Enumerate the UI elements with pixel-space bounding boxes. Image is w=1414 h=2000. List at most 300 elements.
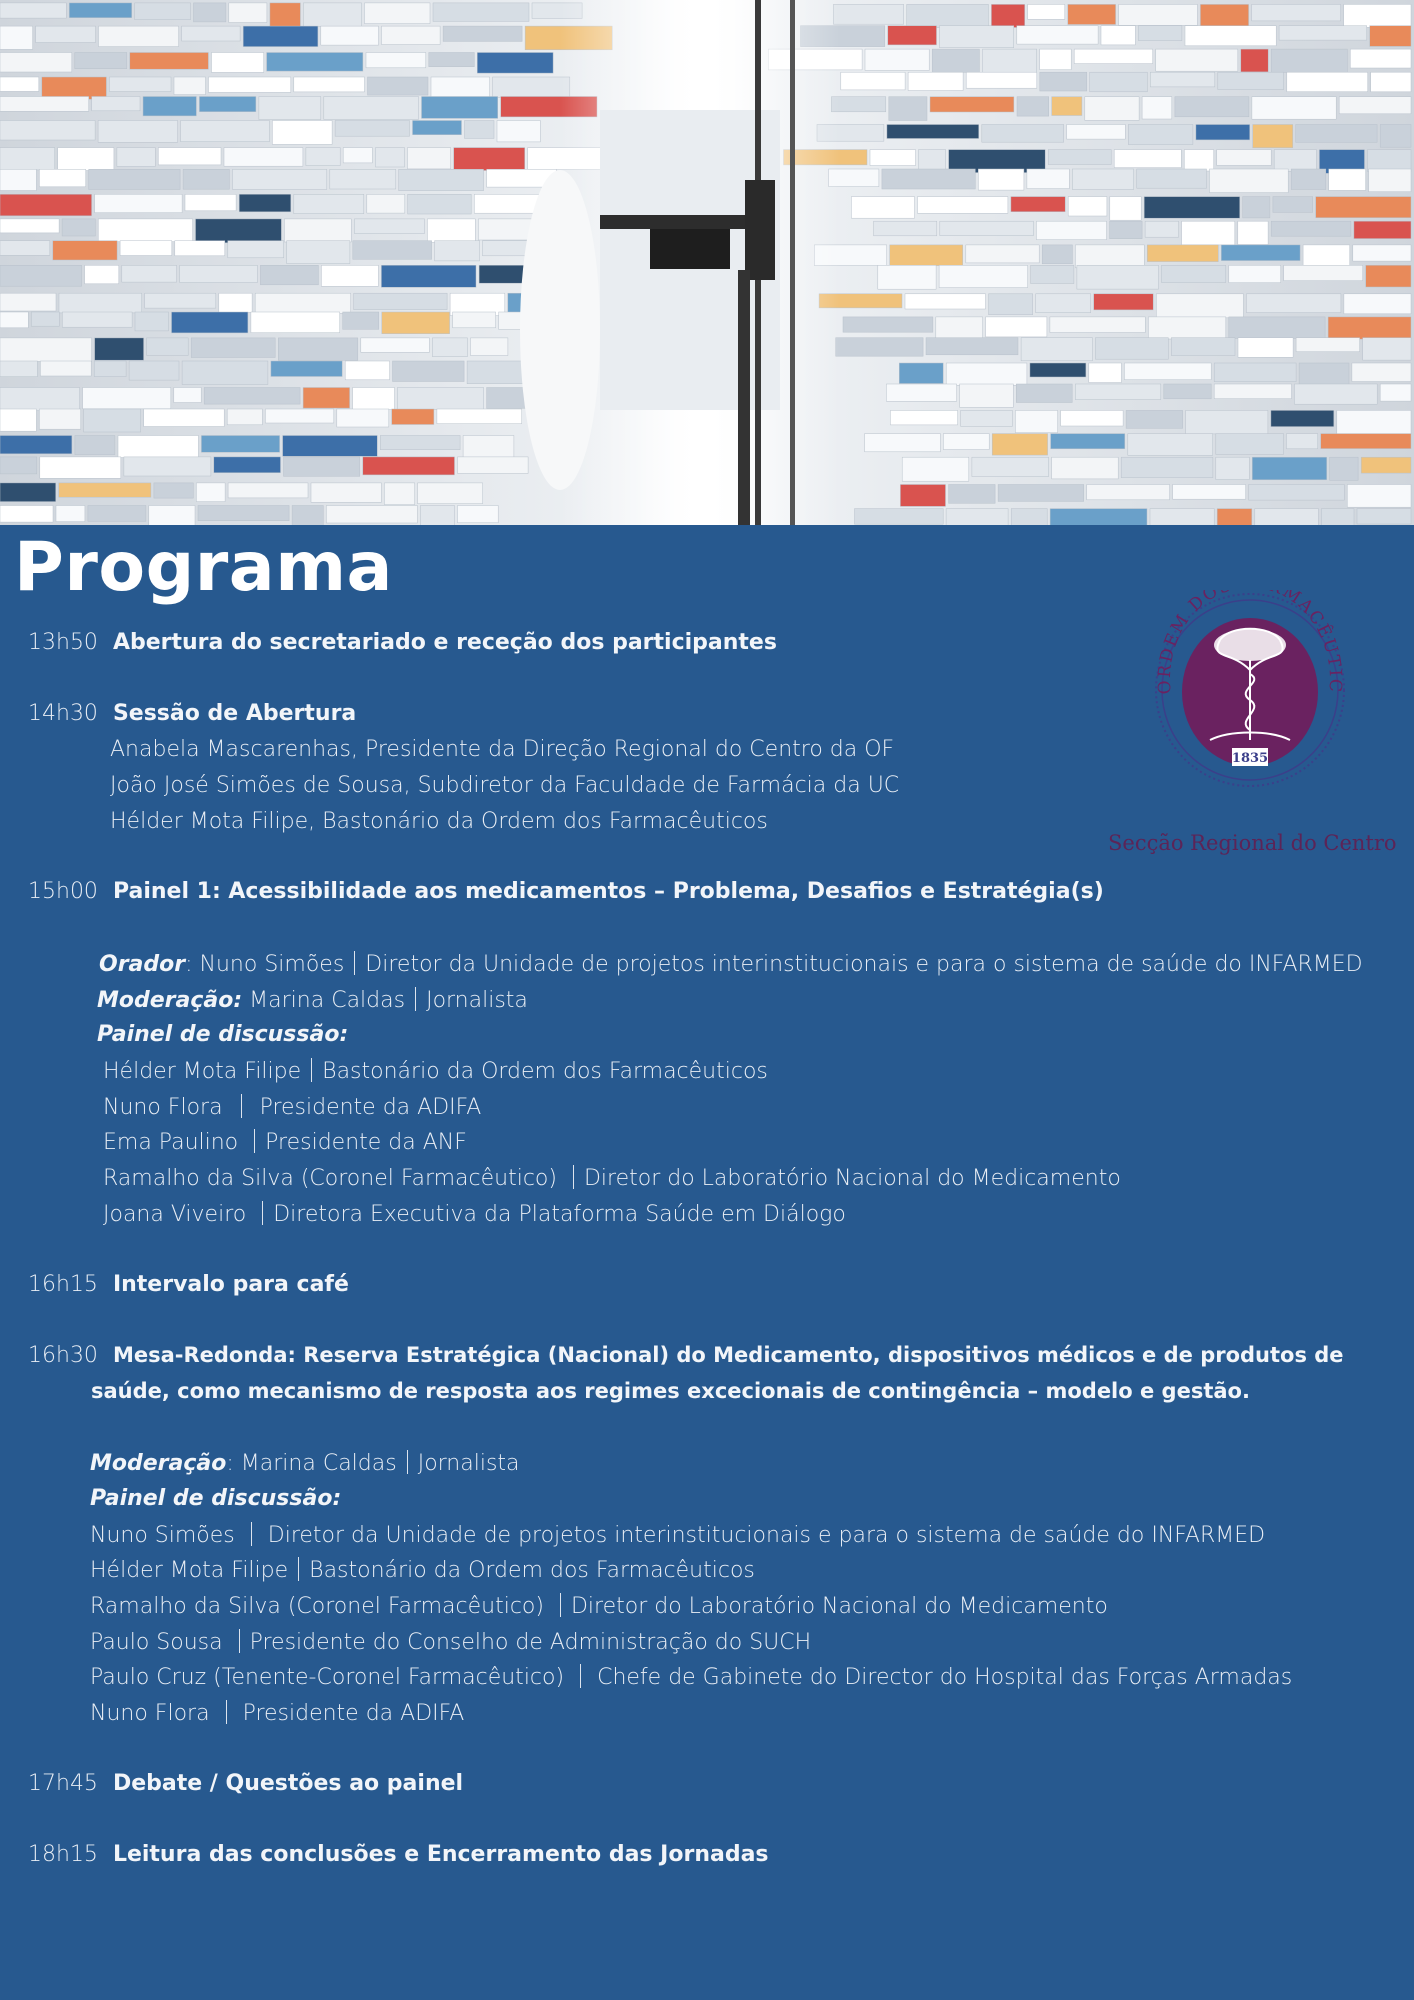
shelf-box: [1094, 294, 1154, 310]
shelf-box: [88, 506, 146, 522]
shelf-box: [836, 338, 923, 357]
shelf-box: [135, 312, 169, 331]
separator: [560, 1593, 561, 1617]
shelf-box: [306, 148, 340, 166]
shelf-box: [1144, 197, 1240, 219]
shelf-box: [1068, 197, 1107, 216]
shelf-box: [321, 26, 379, 45]
shelf-box: [427, 219, 475, 243]
shelf-box: [1164, 384, 1211, 399]
shelf-box: [855, 509, 944, 525]
shelf-box: [946, 363, 1027, 385]
shelf-box: [1216, 434, 1284, 455]
shelf-box: [886, 384, 956, 401]
shelf-box: [255, 293, 351, 313]
shelf-box: [399, 169, 484, 190]
shelf-box: [1287, 434, 1318, 449]
shelf-box: [1246, 294, 1341, 313]
shelf-box: [0, 483, 56, 502]
shelf-box: [437, 409, 522, 424]
session-title: Intervalo para café: [112, 1272, 349, 1297]
moderacao-label: Moderação: [90, 1451, 227, 1476]
shelf-box: [321, 265, 378, 286]
shelf-box: [1274, 150, 1316, 172]
shelf-box: [1371, 72, 1411, 92]
shelf-box: [458, 457, 529, 474]
shelf-box: [889, 97, 927, 121]
shelf-box: [120, 241, 172, 256]
shelf-box: [453, 312, 496, 328]
shelf-box: [1067, 125, 1126, 140]
shelf-box: [1273, 197, 1313, 213]
shelf-box: [908, 72, 963, 90]
session-title: Mesa-Redonda: Reserva Estratégica (Nacional) do Medicamento, dispositivos médicos e de produtos de: [112, 1343, 1344, 1367]
shelf-box: [989, 294, 1033, 315]
shelf-box: [294, 194, 364, 213]
shelf-box: [890, 245, 963, 266]
shelf-box: [1353, 245, 1411, 261]
shelf-box: [1126, 410, 1183, 428]
mesa-member: [90, 1593, 1108, 1619]
shelf-box: [175, 241, 225, 256]
shelf-box: [1077, 265, 1159, 289]
shelf-box: [932, 49, 979, 72]
shelf-box: [471, 338, 508, 356]
shelf-box: [229, 3, 267, 23]
shelf-box: [182, 26, 241, 41]
shelf-box: [0, 148, 55, 170]
shelf-box: [98, 121, 178, 143]
shelf-box: [966, 72, 1037, 88]
shelf-box: [40, 361, 91, 376]
shelf-box: [143, 97, 196, 116]
shelf-box: [978, 169, 1024, 190]
shelf-box: [983, 49, 1037, 73]
person-name: Nuno Flora: [90, 1701, 210, 1726]
shelf-box: [1036, 221, 1106, 240]
shelf-box: [124, 457, 211, 476]
shelf-box: [1051, 434, 1125, 449]
shelf-box: [1271, 49, 1347, 72]
shelf-box: [1363, 338, 1411, 360]
shelf-box: [353, 241, 432, 260]
shelf-box: [899, 363, 943, 384]
shelf-box: [39, 169, 85, 187]
shelf-box: [42, 77, 107, 99]
moderacao-label: Moderação:: [97, 988, 243, 1013]
shelf-box: [841, 72, 905, 90]
shelf-box: [59, 293, 142, 313]
session-time: 17h45: [28, 1771, 98, 1796]
shelf-box: [85, 265, 119, 284]
shelf-box: [1028, 4, 1065, 19]
shelf-box: [1162, 265, 1226, 282]
shelf-box: [1074, 49, 1153, 64]
person-name: Ramalho da Silva (Coronel Farmacêutico): [103, 1166, 557, 1191]
shelf-box: [272, 121, 332, 145]
shelf-box: [1361, 457, 1411, 473]
session-title-cont: saúde, como mecanismo de resposta aos regimes excecionais de contingência – modelo e gestão.: [91, 1379, 1250, 1403]
shelf-box: [1249, 485, 1345, 501]
shelf-box: [843, 317, 933, 332]
shelf-box: [870, 150, 916, 166]
shelf-box: [62, 219, 95, 236]
shelf-box: [294, 77, 365, 92]
shelf-box: [874, 221, 937, 236]
shelf-box: [0, 219, 59, 233]
shelf-box: [147, 338, 189, 356]
shelf-box: [361, 338, 430, 352]
shelf-box: [1252, 4, 1341, 21]
shelf-box: [1229, 317, 1325, 339]
shelf-box: [1015, 410, 1057, 432]
shelf-box: [865, 434, 941, 452]
session-1630: [28, 1343, 1344, 1368]
shelf-box: [418, 483, 483, 504]
shelf-box: [158, 148, 221, 165]
shelf-box: [75, 53, 127, 69]
shelf-box: [1075, 245, 1144, 268]
shelf-box: [214, 457, 281, 473]
shelf-box: [865, 49, 929, 70]
person-name: Ramalho da Silva (Coronel Farmacêutico): [90, 1594, 544, 1619]
mesa-moderacao: Moderação: Marina Caldas Jornalista: [90, 1451, 520, 1476]
shelf-box: [1344, 4, 1411, 27]
separator: [251, 1522, 252, 1546]
shelf-box: [1370, 26, 1411, 47]
shelf-box: [0, 97, 89, 112]
shelf-box: [422, 97, 498, 119]
shelf-box: [199, 97, 256, 112]
panel1-member: [103, 1094, 481, 1120]
shelf-box: [174, 77, 206, 95]
shelf-box: [36, 26, 96, 42]
separator: [226, 1700, 227, 1724]
shelf-box: [1061, 410, 1124, 426]
shelf-box: [95, 338, 144, 360]
shelf-box: [1216, 457, 1250, 479]
shelf-box: [1321, 434, 1411, 449]
shelf-box: [458, 506, 499, 523]
shelf-box: [381, 265, 476, 287]
person-role: Diretor do Laboratório Nacional do Medicamento: [570, 1594, 1108, 1619]
shelf-box: [851, 197, 914, 219]
shelf-box: [109, 77, 171, 92]
shelf-box: [1218, 72, 1284, 89]
shelf-box: [986, 317, 1047, 337]
shelf-box: [69, 3, 131, 18]
shelf-box: [1352, 363, 1411, 382]
shelf-box: [1182, 221, 1235, 245]
logo-caption: Secção Regional do Centro: [1108, 831, 1397, 855]
page-title: Programa: [14, 528, 393, 607]
shelf-box: [1186, 410, 1268, 434]
shelf-box: [454, 148, 525, 171]
shelf-box: [92, 97, 140, 111]
panel1-member: [103, 1201, 846, 1227]
shelf-box: [1196, 125, 1250, 140]
shelf-box: [365, 3, 431, 24]
shelf-box: [0, 26, 33, 49]
shelf-box: [1072, 169, 1133, 189]
person-role: Diretor da Unidade de projetos interinstitucionais e para o sistema de saúde do INFARMED: [365, 952, 1363, 977]
shelf-box: [479, 265, 527, 283]
shelf-box: [1145, 221, 1179, 237]
shelf-box: [420, 506, 454, 526]
shelf-box: [890, 410, 957, 425]
shelf-box: [0, 409, 36, 431]
logo-ring-text: ORDEM DO MACÊUTIC: [1154, 590, 1346, 695]
panel1-discussion-label: [97, 1022, 348, 1047]
shelf-box: [949, 485, 996, 504]
shelf-box: [311, 483, 381, 502]
shelf-box: [182, 361, 268, 385]
separator: [262, 1201, 263, 1225]
shelf-box: [58, 148, 114, 171]
shelf-box: [1214, 384, 1291, 399]
logo-year: 1835: [1231, 751, 1269, 766]
shelf-box: [354, 219, 424, 234]
person-role: Bastonário da Ordem dos Farmacêuticos: [309, 1558, 755, 1583]
shelf-box: [1068, 4, 1116, 24]
shelf-box: [181, 121, 270, 142]
person-role: Jornalista: [426, 988, 528, 1013]
shelf-box: [1173, 485, 1246, 500]
mesa-member: [90, 1629, 811, 1655]
shelf-box: [1271, 221, 1351, 236]
shelf-box: [337, 409, 389, 427]
shelf-box: [408, 148, 451, 169]
shelf-box: [265, 409, 333, 423]
shelf-box: [94, 361, 126, 377]
shelf-box: [228, 241, 284, 258]
shelf-box: [1243, 197, 1270, 218]
shelf-box: [194, 3, 226, 22]
shelf-box: [0, 169, 36, 190]
shelf-box: [278, 338, 358, 360]
shelf-box: [0, 265, 82, 286]
shelf-box: [936, 317, 983, 339]
shelf-box: [982, 125, 1064, 143]
shelf-box: [0, 77, 39, 91]
session-time: 18h15: [28, 1842, 98, 1867]
person-name: Marina Caldas: [249, 988, 406, 1013]
shelf-box: [477, 53, 553, 74]
shelf-box: [1011, 197, 1065, 212]
session-1745: [28, 1771, 463, 1796]
shelf-box: [930, 97, 1014, 112]
shelf-box: [497, 121, 540, 142]
person-role: Diretora Executiva da Plataforma Saúde em Diálogo: [273, 1202, 846, 1227]
shelf-box: [1150, 72, 1215, 87]
shelf-box: [1296, 125, 1377, 143]
shelf-box: [31, 312, 59, 326]
mesa-member: [90, 1522, 1265, 1548]
shelf-box: [1138, 26, 1182, 41]
shelf-box: [408, 194, 472, 214]
shelf-box: [1380, 125, 1411, 148]
separator: [311, 1058, 312, 1082]
shelf-box: [330, 169, 396, 189]
shelf-box: [429, 53, 475, 67]
shelf-box: [59, 483, 151, 497]
shelf-box: [1030, 363, 1086, 377]
shelf-box: [1085, 97, 1139, 121]
shelf-box: [129, 361, 179, 380]
shelf-box: [1110, 221, 1143, 239]
shelf-box: [363, 457, 455, 475]
session-title: Debate / Questões ao painel: [112, 1771, 464, 1796]
shelf-box: [368, 77, 429, 95]
shelf-box: [946, 509, 1008, 525]
shelf-box: [465, 121, 495, 139]
shelf-box: [1050, 509, 1147, 525]
shelf-box: [185, 194, 236, 211]
shelf-box: [940, 221, 1034, 235]
shelf-box: [259, 97, 321, 120]
shelf-box: [1137, 169, 1207, 188]
shelf-box: [343, 312, 379, 329]
shelf-box: [270, 3, 301, 26]
shelf-box: [0, 194, 92, 216]
shelf-box: [1027, 169, 1069, 189]
shelf-box: [0, 312, 28, 328]
session-time: 16h30: [28, 1343, 98, 1368]
shelf-box: [1279, 26, 1367, 40]
person-role: Diretor da Unidade de projetos interinstitucionais e para o sistema de saúde do INFARMED: [267, 1523, 1266, 1548]
shelf-box: [84, 409, 141, 432]
session-title: Painel 1: Acessibilidade aos medicamentos – Problema, Desafios e Estratégia(s): [112, 879, 1104, 904]
shelf-box: [382, 26, 441, 44]
shelf-box: [1031, 265, 1074, 283]
separator: [254, 1129, 255, 1153]
person-role: Presidente da ADIFA: [259, 1095, 482, 1120]
shelf-box: [95, 194, 183, 212]
person-name: Paulo Sousa: [90, 1630, 223, 1655]
person-name: Nuno Simões: [90, 1523, 235, 1548]
panel1-member: [103, 1129, 467, 1155]
shelf-box: [83, 388, 171, 409]
shelf-box: [196, 483, 225, 502]
shelf-box: [335, 121, 409, 137]
shelf-box: [198, 506, 289, 521]
shelf-box: [1291, 169, 1326, 190]
session-1615: [28, 1272, 349, 1297]
shelf-box: [960, 384, 1014, 407]
shelf-box: [53, 241, 117, 260]
shelf-box: [392, 409, 434, 425]
shelf-box: [1147, 245, 1218, 262]
shelf-box: [354, 293, 447, 309]
shelf-box: [1050, 317, 1145, 333]
session-title: Sessão de Abertura: [112, 701, 357, 726]
shelf-box: [191, 338, 275, 358]
panel-label: Painel de discussão:: [97, 1022, 349, 1047]
opening-speaker: João José Simões de Sousa, Subdiretor da Faculdade de Farmácia da UC: [110, 773, 900, 798]
shelf-box: [1214, 363, 1296, 382]
session-time: 16h15: [28, 1272, 98, 1297]
shelf-box: [1253, 125, 1293, 148]
separator: [407, 1450, 408, 1474]
shelf-box: [1350, 49, 1411, 68]
shelf-box: [1017, 97, 1049, 116]
shelf-box: [1357, 509, 1411, 524]
mesa-member: [90, 1557, 755, 1583]
shelf-box: [833, 4, 903, 24]
shelf-box: [130, 53, 209, 70]
shelf-box: [183, 169, 229, 189]
shelf-box: [1366, 265, 1411, 287]
shelf-box: [431, 77, 490, 98]
shelf-box: [1021, 338, 1092, 361]
shelf-box: [1150, 509, 1214, 525]
orador-label: Orador: [99, 952, 186, 977]
shelf-box: [196, 219, 282, 243]
shelf-box: [1271, 410, 1334, 426]
shelf-box: [435, 241, 480, 261]
shelf-box: [1347, 485, 1411, 508]
separator: [573, 1165, 574, 1189]
shelf-box: [0, 436, 72, 454]
shelf-box: [1321, 509, 1354, 525]
panel-label: Painel de discussão:: [90, 1486, 342, 1511]
shelf-box: [1380, 384, 1411, 401]
separator: [415, 987, 416, 1011]
shelf-box: [233, 169, 327, 189]
shelf-box: [902, 457, 969, 481]
shelf-box: [1017, 26, 1098, 44]
shelf-box: [1337, 410, 1411, 434]
shelf-box: [1040, 72, 1087, 91]
session-1815: [28, 1842, 769, 1867]
shelf-box: [1052, 97, 1082, 116]
shelf-box: [56, 506, 85, 522]
shelf-box: [1354, 221, 1411, 238]
person-role: Chefe de Gabinete do Director do Hospital das Forças Armadas: [597, 1665, 1293, 1690]
person-role: Bastonário da Ordem dos Farmacêuticos: [322, 1059, 768, 1084]
shelf-box: [1252, 457, 1326, 480]
shelf-box: [267, 53, 363, 72]
shelf-box: [966, 245, 1039, 263]
shelf-box: [1221, 245, 1300, 261]
session-1630-title-cont: [91, 1379, 1250, 1404]
shelf-box: [0, 121, 95, 141]
shelf-box: [1295, 384, 1378, 404]
shelf-box: [1042, 245, 1072, 264]
shelf-box: [1217, 509, 1252, 525]
shelf-box: [1075, 384, 1161, 400]
shelf-box: [1200, 4, 1248, 26]
shelf-box: [1011, 509, 1047, 525]
shelf-box: [145, 293, 216, 308]
shelf-box: [432, 338, 467, 357]
shelf-box: [991, 4, 1024, 27]
shelf-box: [1368, 150, 1412, 172]
ordem-farmaceuticos-logo: [1150, 590, 1350, 790]
shelf-box: [303, 3, 361, 27]
shelf-box: [224, 148, 303, 167]
session-time: 13h50: [28, 630, 98, 655]
mesa-member: [90, 1700, 464, 1726]
shelf-box: [1185, 26, 1276, 46]
shelf-box: [260, 265, 318, 285]
person-name: Nuno Flora: [103, 1095, 223, 1120]
shelf-box: [1299, 363, 1349, 385]
shelf-box: [144, 409, 225, 427]
shelf-box: [1124, 363, 1211, 380]
shelf-box: [443, 26, 522, 41]
shelf-box: [939, 265, 1028, 287]
